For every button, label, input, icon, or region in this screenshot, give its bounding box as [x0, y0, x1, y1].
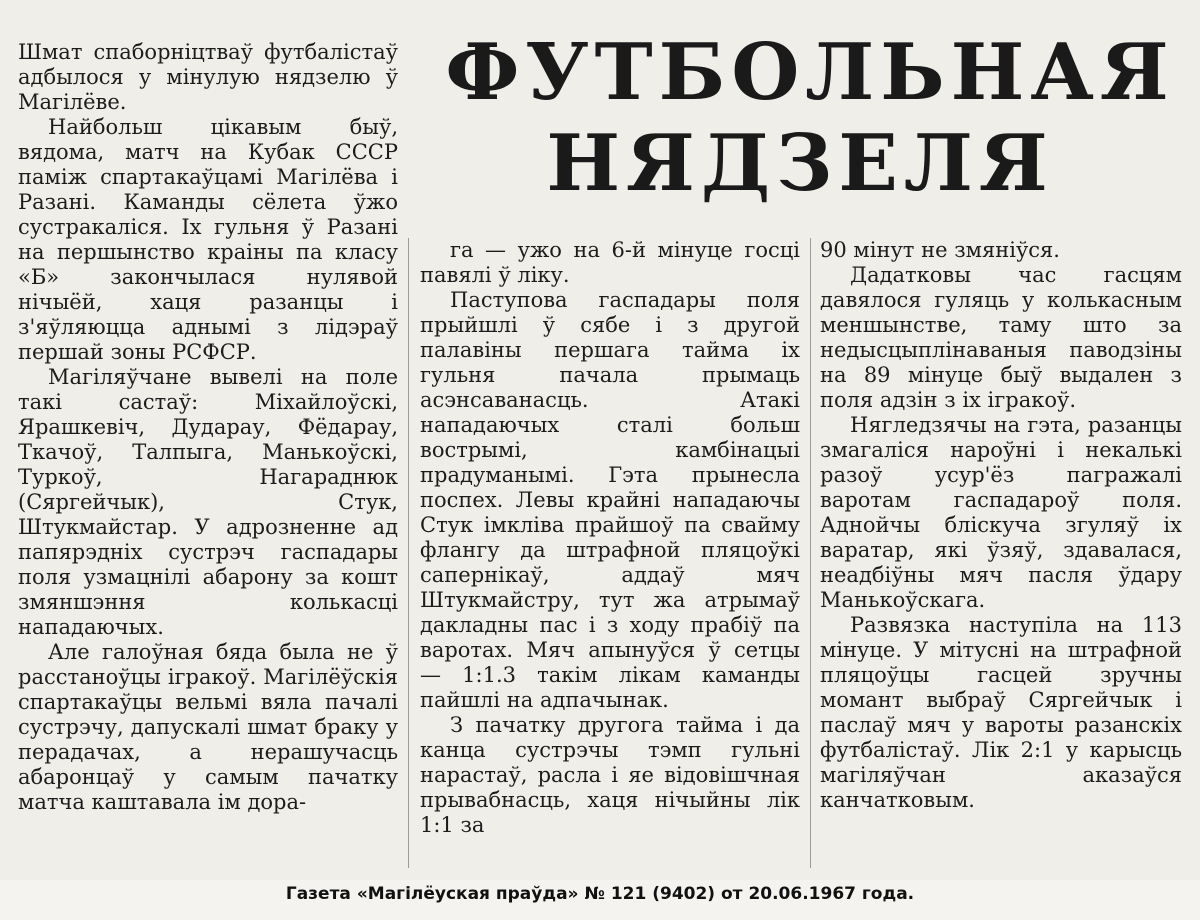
paragraph: Магіляўчане вывелі на поле такі састаў: Міхайлоўскі, Ярашкевіч, Дударау, Фёдарау, Ткачоў, Талпыга, Манькоўскі, Туркоў, Нагараднюк (Сяргейчык), Стук, Штукмайстар. У адрозненне ад папярэдніх сустрэч гаспадары поля узмацнілі абарону за кошт змяншэння колькасці нападаючых. — [18, 365, 398, 639]
paragraph: З пачатку другога тайма і да канца сустрэчы тэмп гульні нарастаў, расла і яе відовішчная прывабнасць, хаця нічыйны лік 1:1 за — [420, 713, 800, 837]
paragraph: га — ужо на 6-й мінуце госці павялі ў ліку. — [420, 238, 800, 287]
paragraph: Паступова гаспадары поля прыйшлі ў сябе і з другой палавіны першага тайма іх гульня пачала прымаць асэнсаванасць. Атакі нападаючых сталі больш вострымі, камбінацыі прадуманымі. Гэта прынесла поспех. Левы крайні нападаючы Стук імкліва прайшоў па свайму флангу да штрафной пляцоўкі сапернікаў, аддаў мяч Штукмайстру, тут жа атрымаў дакладны пас і з ходу прабіў па варотах. Мяч апынуўся ў сетцы — 1:1.3 такім лікам каманды пайшлі на адпачынак. — [420, 288, 800, 712]
paragraph: Дадатковы час гасцям давялося гуляць у колькасным меншынстве, таму што за недысцыплінаваныя паводзіны на 89 мінуце быў выдален з поля адзін з іх ігракоў. — [820, 263, 1182, 412]
column-divider — [408, 238, 409, 868]
paragraph: 90 мінут не змяніўся. — [820, 238, 1060, 262]
article-column-3 — [820, 238, 1182, 813]
headline-line-2: НЯДЗЕЛЯ — [546, 118, 1054, 209]
article-column-2 — [420, 238, 800, 838]
column-divider — [810, 238, 811, 868]
paragraph: Але галоўная бяда была не ў расстаноўцы ігракоў. Магілёўскія спартакаўцы вельмі вяла пачалі сустрэчу, дапускалі шмат браку у перадачах, а нерашучасць абаронцаў у самым пачатку матча каштавала ім дора- — [18, 640, 398, 814]
paragraph: Нягледзячы на гэта, разанцы змагаліся нароўні і некалькі разоў усур'ёз пагражалі варотам гаспадароў поля. Аднойчы бліскуча згуляў іх варатар, які ўзяў, здавалася, неадбіўны мяч пасля ўдару Манькоўскага. — [820, 413, 1182, 612]
paragraph: Шмат спаборніцтваў футбалістаў адбылося у мінулую нядзелю ў Магілёве. — [18, 40, 398, 114]
source-caption: Газета «Магілёуская праўда» № 121 (9402) от 20.06.1967 года. — [285, 884, 915, 904]
paragraph: Найбольш цікавым быў, вядома, матч на Кубак СССР паміж спартакаўцамі Магілёва і Разані. Каманды сёлета ўжо сустракаліся. Іх гульня ў Разані на першынство краіны па класу «Б» закончылася нулявой нічыёй, хаця разанцы і з'яўляюцца аднымі з лідэраў першай зоны РСФСР. — [18, 115, 398, 364]
article-column-1 — [18, 40, 398, 815]
headline-line-1: ФУТБОЛЬНАЯ — [445, 27, 1175, 118]
paragraph: Развязка наступіла на 113 мінуце. У мітусні на штрафной пляцоўцы гасцей зручны момант выбраў Сяргейчык і паслаў мяч у вароты разанскіх футбалістаў. Лік 2:1 у карысць магіляўчан аказаўся канчатковым. — [820, 613, 1182, 812]
article-headline — [440, 27, 1180, 220]
